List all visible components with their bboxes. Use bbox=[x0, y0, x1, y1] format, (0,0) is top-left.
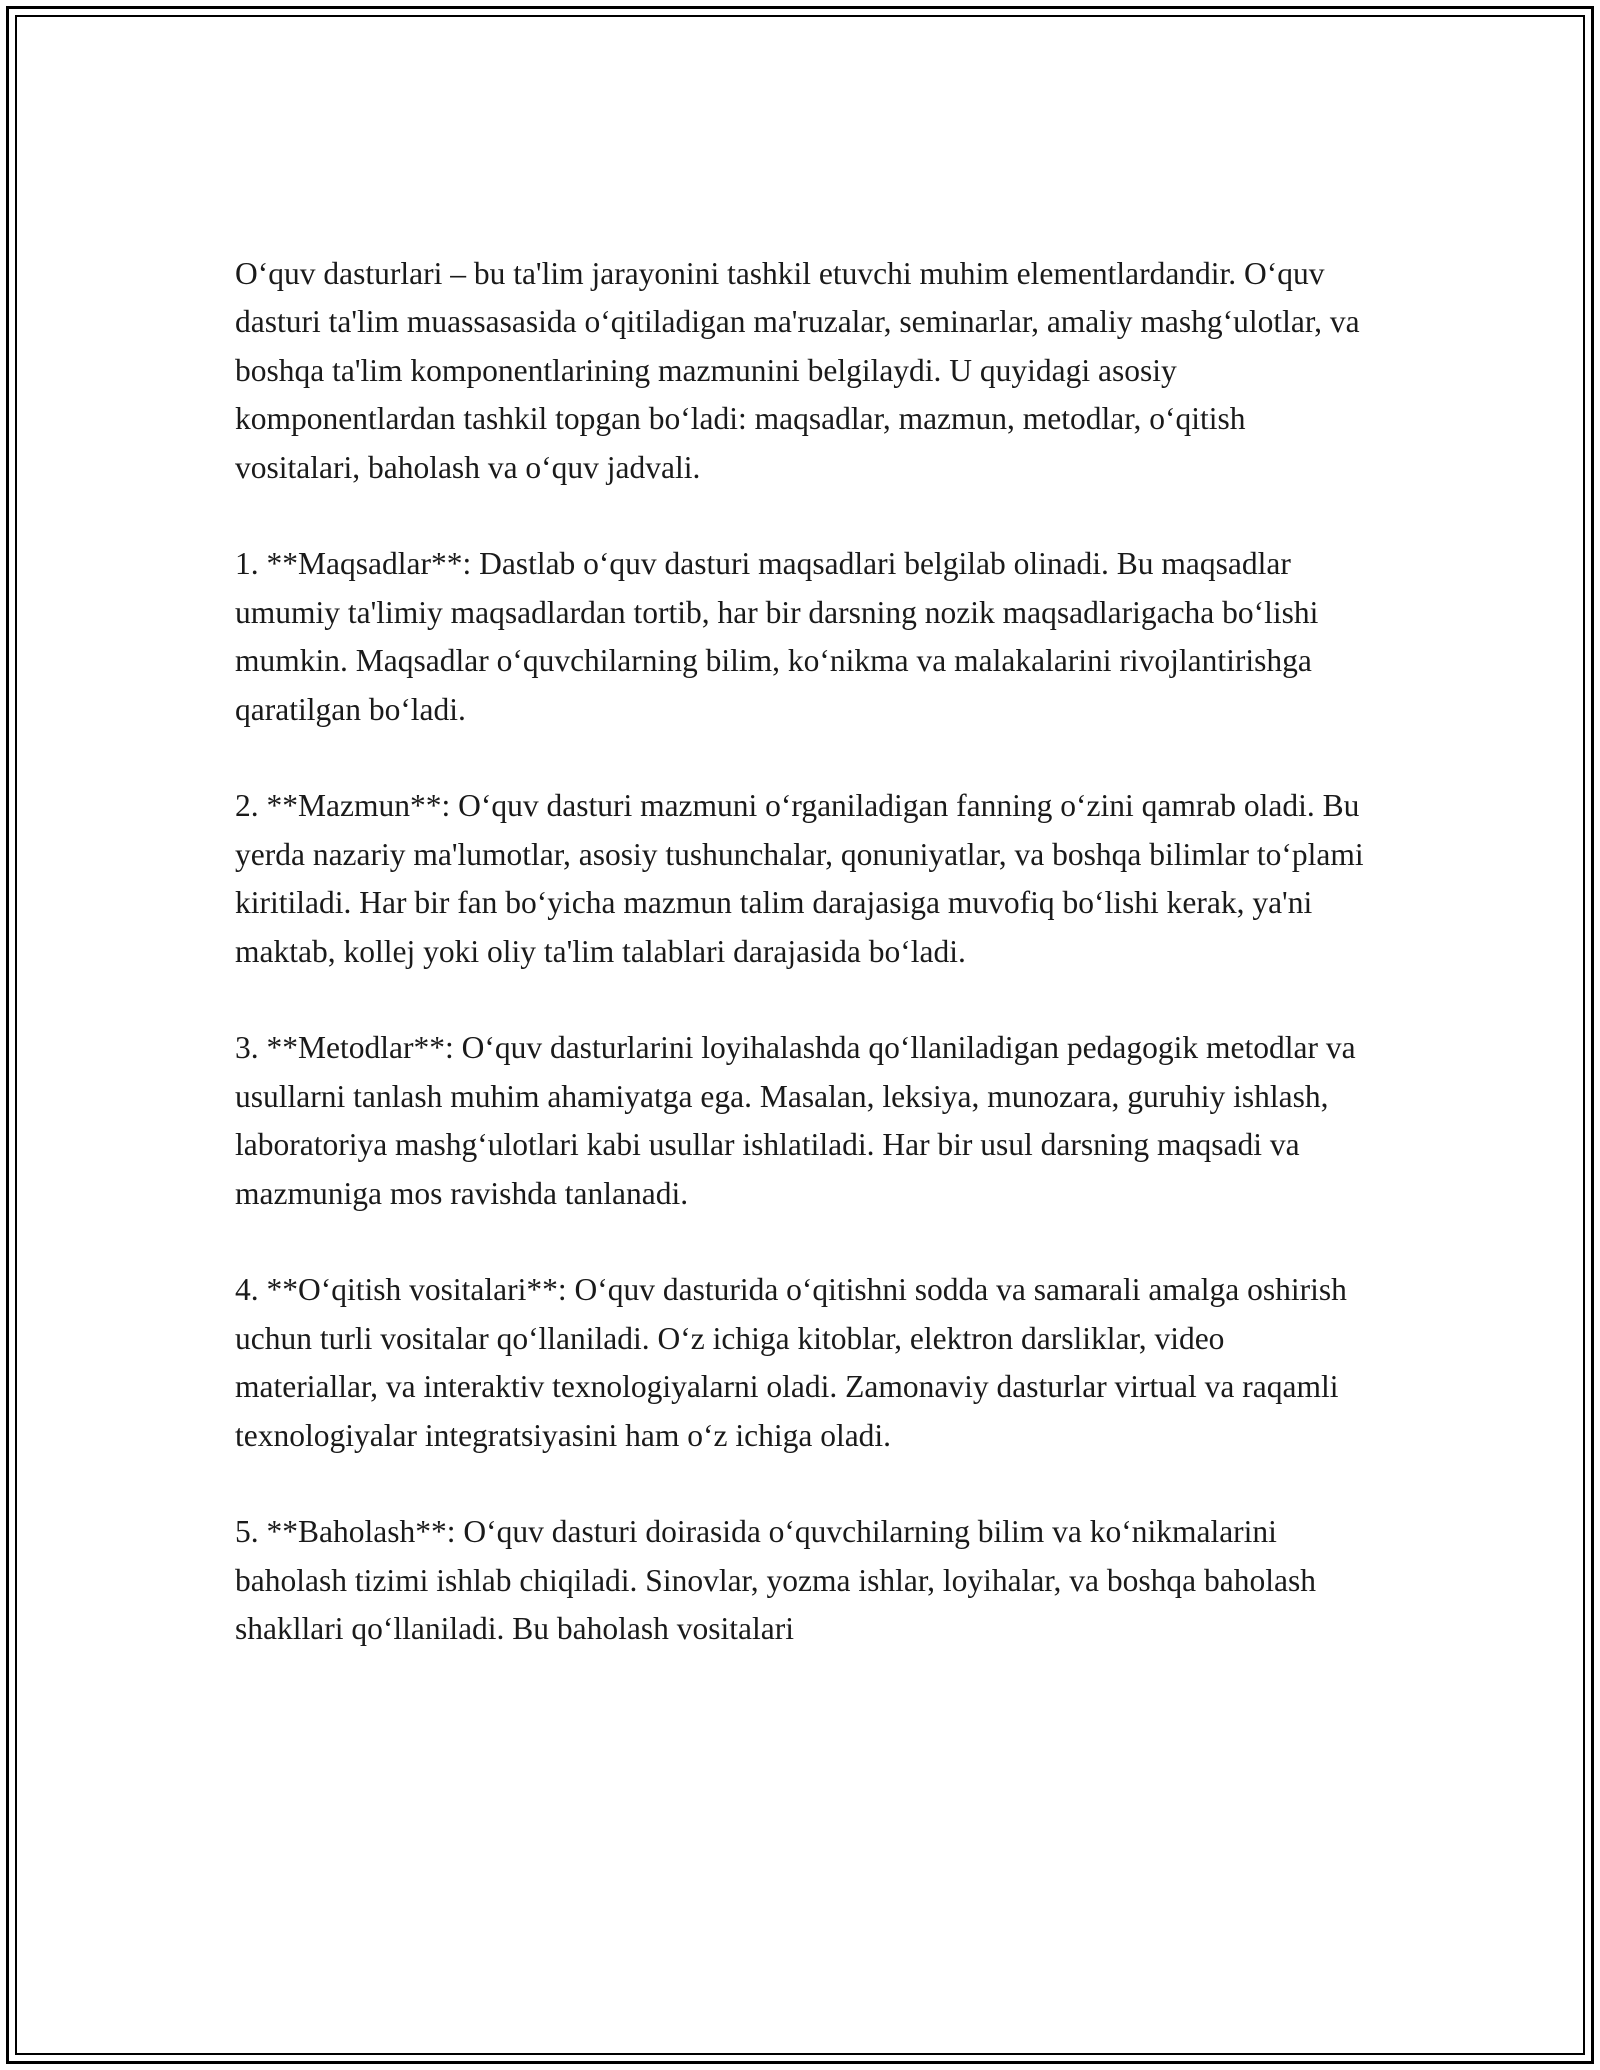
document-body bbox=[235, 250, 1375, 1702]
baholash-paragraph: 5. **Baholash**: O‘quv dasturi doirasida o‘quvchilarning bilim va ko‘nikmalarini baholash tizimi ishlab chiqiladi. Sinovlar, yozma ishlar, loyihalar, va boshqa baholash shakllari qo‘llaniladi. Bu baholash vositalari bbox=[235, 1514, 1316, 1647]
oqitish-vositalari-paragraph: 4. **O‘qitish vositalari**: O‘quv dasturida o‘qitishni sodda va samarali amalga oshirish uchun turli vositalar qo‘llaniladi. O‘z ichiga kitoblar, elektron darsliklar, video materiallar, va interaktiv texnologiyalarni oladi. Zamonaviy dasturlar virtual va raqamli texnologiyalar integratsiyasini ham o‘z ichiga oladi. bbox=[235, 1272, 1347, 1453]
metodlar-paragraph: 3. **Metodlar**: O‘quv dasturlarini loyihalashda qo‘llaniladigan pedagogik metodlar va usullarni tanlash muhim ahamiyatga ega. Masalan, leksiya, munozara, guruhiy ishlash, laboratoriya mashg‘ulotlari kabi usullar ishlatiladi. Har bir usul darsning maqsadi va mazmuniga mos ravishda tanlanadi. bbox=[235, 1030, 1356, 1211]
maqsadlar-paragraph: 1. **Maqsadlar**: Dastlab o‘quv dasturi maqsadlari belgilab olinadi. Bu maqsadlar umumiy ta'limiy maqsadlardan tortib, har bir darsning nozik maqsadlarigacha bo‘lishi mumkin. Maqsadlar o‘quvchilarning bilim, ko‘nikma va malakalarini rivojlantirishga qaratilgan bo‘ladi. bbox=[235, 546, 1319, 727]
intro-paragraph: O‘quv dasturlari – bu ta'lim jarayonini tashkil etuvchi muhim elementlardandir. O‘quv dasturi ta'lim muassasasida o‘qitiladigan ma'ruzalar, seminarlar, amaliy mashg‘ulotlar, va boshqa ta'lim komponentlarining mazmunini belgilaydi. U quyidagi asosiy komponentlardan tashkil topgan bo‘ladi: maqsadlar, mazmun, metodlar, o‘qitish vositalari, baholash va o‘quv jadvali. bbox=[235, 256, 1360, 485]
mazmun-paragraph: 2. **Mazmun**: O‘quv dasturi mazmuni o‘rganiladigan fanning o‘zini qamrab oladi. Bu yerda nazariy ma'lumotlar, asosiy tushunchalar, qonuniyatlar, va boshqa bilimlar to‘plami kiritiladi. Har bir fan bo‘yicha mazmun talim darajasiga muvofiq bo‘lishi kerak, ya'ni maktab, kollej yoki oliy ta'lim talablari darajasida bo‘ladi. bbox=[235, 788, 1364, 969]
